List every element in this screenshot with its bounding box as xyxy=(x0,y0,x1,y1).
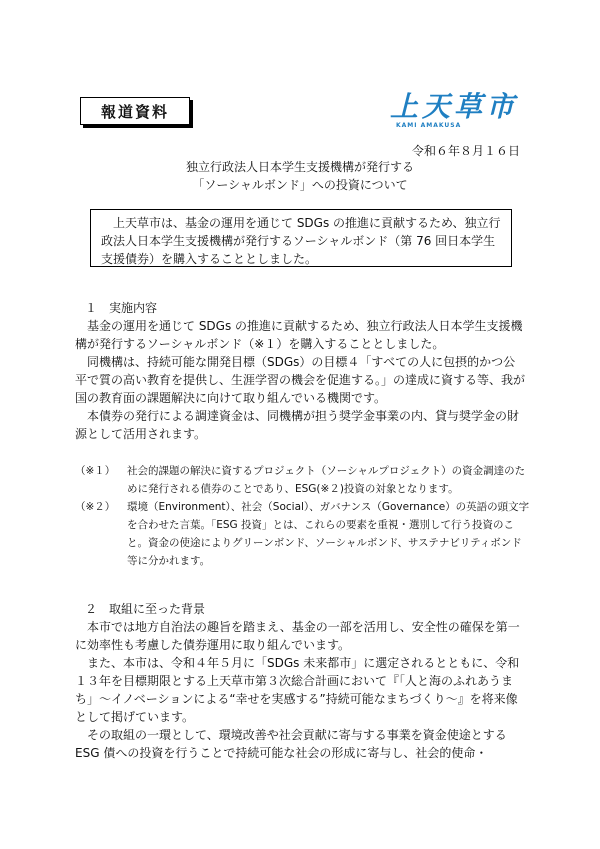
release-date: 令和６年８月１６日 xyxy=(411,144,520,158)
paragraph: 本債券の発行による調達資金は、同機構が担う奨学金事業の内、貸与奨学金の財源として活用されます。 xyxy=(75,409,520,441)
paragraph: 同機構は、持続可能な開発目標（SDGs）の目標４「すべての人に包摂的かつ公平で質の高い教育を提供し、生涯学習の機会を促進する。」の達成に資する等、我が国の教育面の課題解決に向けて取り組んでいる機関です。 xyxy=(75,355,526,405)
title-line-1: 独立行政法人日本学生支援機構が発行する xyxy=(185,160,414,174)
press-release-label: 報道資料 xyxy=(80,97,190,125)
section-background xyxy=(75,600,525,762)
footnotes xyxy=(75,462,530,570)
logo-text: 上天草市 xyxy=(390,90,519,123)
title-line-2: 「ソーシャルボンド」への投資について xyxy=(192,178,408,192)
footnote-mark: （※１） xyxy=(75,465,116,477)
section-heading: ２ 取組に至った背景 xyxy=(85,602,206,616)
footnote-text: 環境（Environment）、社会（Social）、ガバナンス（Governance）の英語の頭文字を合わせた言葉。「ESG 投資」とは、これらの要素を重視・選別して行う投資のこと。資金の使途によりグリーンボンド、ソーシャルボンド、サステナビリティボンド等に分かれます。 xyxy=(127,501,530,567)
summary-box: 上天草市は、基金の運用を通じて SDGs の推進に貢献するため、独立行政法人日本学生支援機構が発行するソーシャルボンド（第 76 回日本学生支援債券）を購入することとしました。 xyxy=(90,209,512,267)
footnote xyxy=(75,462,530,498)
footnote-text: 社会的課題の解決に資するプロジェクト（ソーシャルプロジェクト）の資金調達のために発行される債券のことであり、ESG(※２)投資の対象となります。 xyxy=(127,465,526,495)
section-heading: １ 実施内容 xyxy=(85,301,158,315)
footnote xyxy=(75,498,530,570)
paragraph: その取組の一環として、環境改善や社会貢献に寄与する事業を資金使途とする ESG 債への投資を行うことで持続可能な社会の形成に寄与し、社会的使命・ xyxy=(75,728,507,760)
paragraph: また、本市は、令和４年５月に「SDGs 未来都市」に選定されるとともに、令和１３年を目標期限とする上天草市第３次総合計画において『「人と海のふれあうまち」～イノベーションによる“幸せを実感する”持続可能なまちづくり～』を将来像として掲げています。 xyxy=(75,656,520,724)
section-implementation xyxy=(75,299,525,443)
footnote-mark: （※２） xyxy=(75,501,116,513)
paragraph: 基金の運用を通じて SDGs の推進に貢献するため、独立行政法人日本学生支援機構が発行するソーシャルボンド（※１）を購入することとしました。 xyxy=(75,319,523,351)
paragraph: 本市では地方自治法の趣旨を踏まえ、基金の一部を活用し、安全性の確保を第一に効率性も考慮した債券運用に取り組んでいます。 xyxy=(75,620,520,652)
logo-subtext: KAMI AMAKUSA xyxy=(396,122,462,129)
city-logo xyxy=(390,92,530,136)
